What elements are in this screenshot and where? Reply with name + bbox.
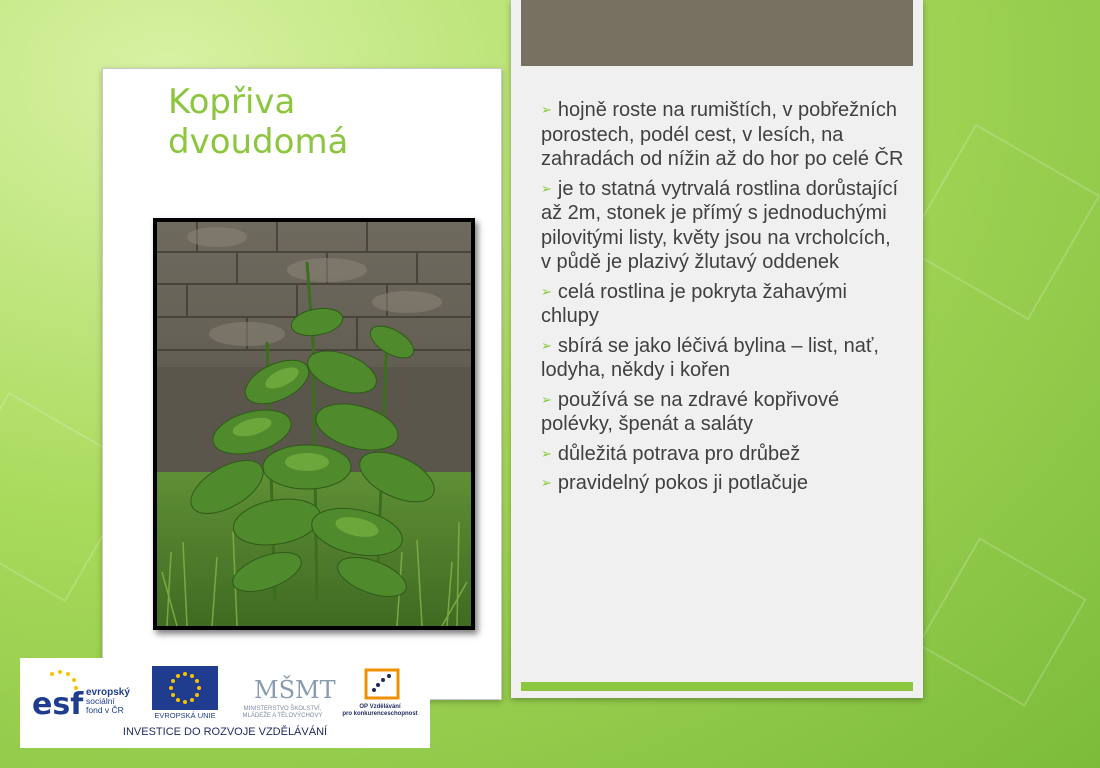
- op-label: [340, 704, 420, 718]
- bullet-list: [541, 98, 906, 501]
- bullet-item: [541, 334, 906, 383]
- bullet-arrow-icon: ➢: [541, 445, 552, 461]
- esf-text: [86, 688, 130, 715]
- bottom-accent-band: [521, 682, 913, 691]
- title-line-1: Kopřiva: [168, 82, 296, 122]
- msmt-mark-text: MŠMT: [254, 676, 336, 704]
- funding-caption: INVESTICE DO ROZVOJE VZDĚLÁVÁNÍ: [122, 726, 328, 738]
- msmt-label: [225, 706, 340, 720]
- op-line-1: OP Vzdělávání: [359, 704, 401, 710]
- bullet-item: [541, 280, 906, 329]
- bullet-text: důležitá potrava pro drůbež: [557, 442, 801, 465]
- top-decorative-band: [521, 0, 913, 66]
- background-hexagon: [917, 537, 1086, 706]
- esf-logo-icon: [30, 666, 90, 722]
- bullet-text: pravidelný pokos ji potlačuje: [557, 472, 809, 494]
- eu-flag-icon: [152, 666, 218, 710]
- bullet-arrow-icon: ➢: [541, 102, 552, 117]
- bullet-text: hojně roste na rumištích, v pobřežních porostech, podél cest, v lesích, na zahradách od nížin až do hor po celé ČR: [541, 99, 904, 170]
- bullet-arrow-icon: ➢: [541, 283, 552, 299]
- background-hexagon: [904, 124, 1100, 321]
- msmt-logo-icon: [252, 662, 336, 706]
- bullet-item: [541, 177, 906, 275]
- bullet-item: [541, 442, 906, 467]
- nettle-plant-image: [157, 222, 471, 626]
- bullet-text: používá se na zdravé kopřivové polévky, špenát a saláty: [541, 388, 840, 435]
- esf-mark-text: esf: [32, 687, 84, 722]
- esf-line-1: evropský: [86, 687, 130, 698]
- op-logo-icon: [362, 666, 402, 702]
- bullet-text: je to statná vytrvalá rostlina dorůstající až 2m, stonek je přímý s jednoduchými pilovitými listy, květy jsou na vrcholcích, v půdě je plazivý žlutavý oddenek: [541, 177, 899, 273]
- bullet-item: [541, 98, 906, 172]
- slide-title: [168, 82, 468, 162]
- bullet-text: celá rostlina je pokryta žahavými chlupy: [541, 280, 847, 327]
- msmt-line-1: MINISTERSTVO ŠKOLSTVÍ,: [243, 706, 322, 712]
- msmt-line-2: MLÁDEŽE A TĚLOVÝCHOVY: [242, 713, 323, 719]
- op-line-2: pro konkurenceschopnost: [342, 711, 418, 717]
- esf-line-3: fond v ČR: [86, 705, 124, 715]
- esf-line-2: sociální: [86, 696, 115, 706]
- bullet-arrow-icon: ➢: [541, 475, 552, 490]
- title-line-2: dvoudomá: [168, 122, 349, 162]
- nettle-photo: [153, 218, 475, 630]
- funding-logo-bar: [20, 658, 430, 748]
- eu-label: EVROPSKÁ UNIE: [154, 711, 216, 720]
- bullet-arrow-icon: ➢: [541, 391, 552, 407]
- bullet-arrow-icon: ➢: [541, 337, 552, 353]
- bullet-arrow-icon: ➢: [541, 180, 552, 196]
- bullet-text: sbírá se jako léčivá bylina – list, nať, lodyha, někdy i kořen: [541, 334, 879, 381]
- bullet-item: [541, 471, 906, 496]
- bullet-item: [541, 388, 906, 437]
